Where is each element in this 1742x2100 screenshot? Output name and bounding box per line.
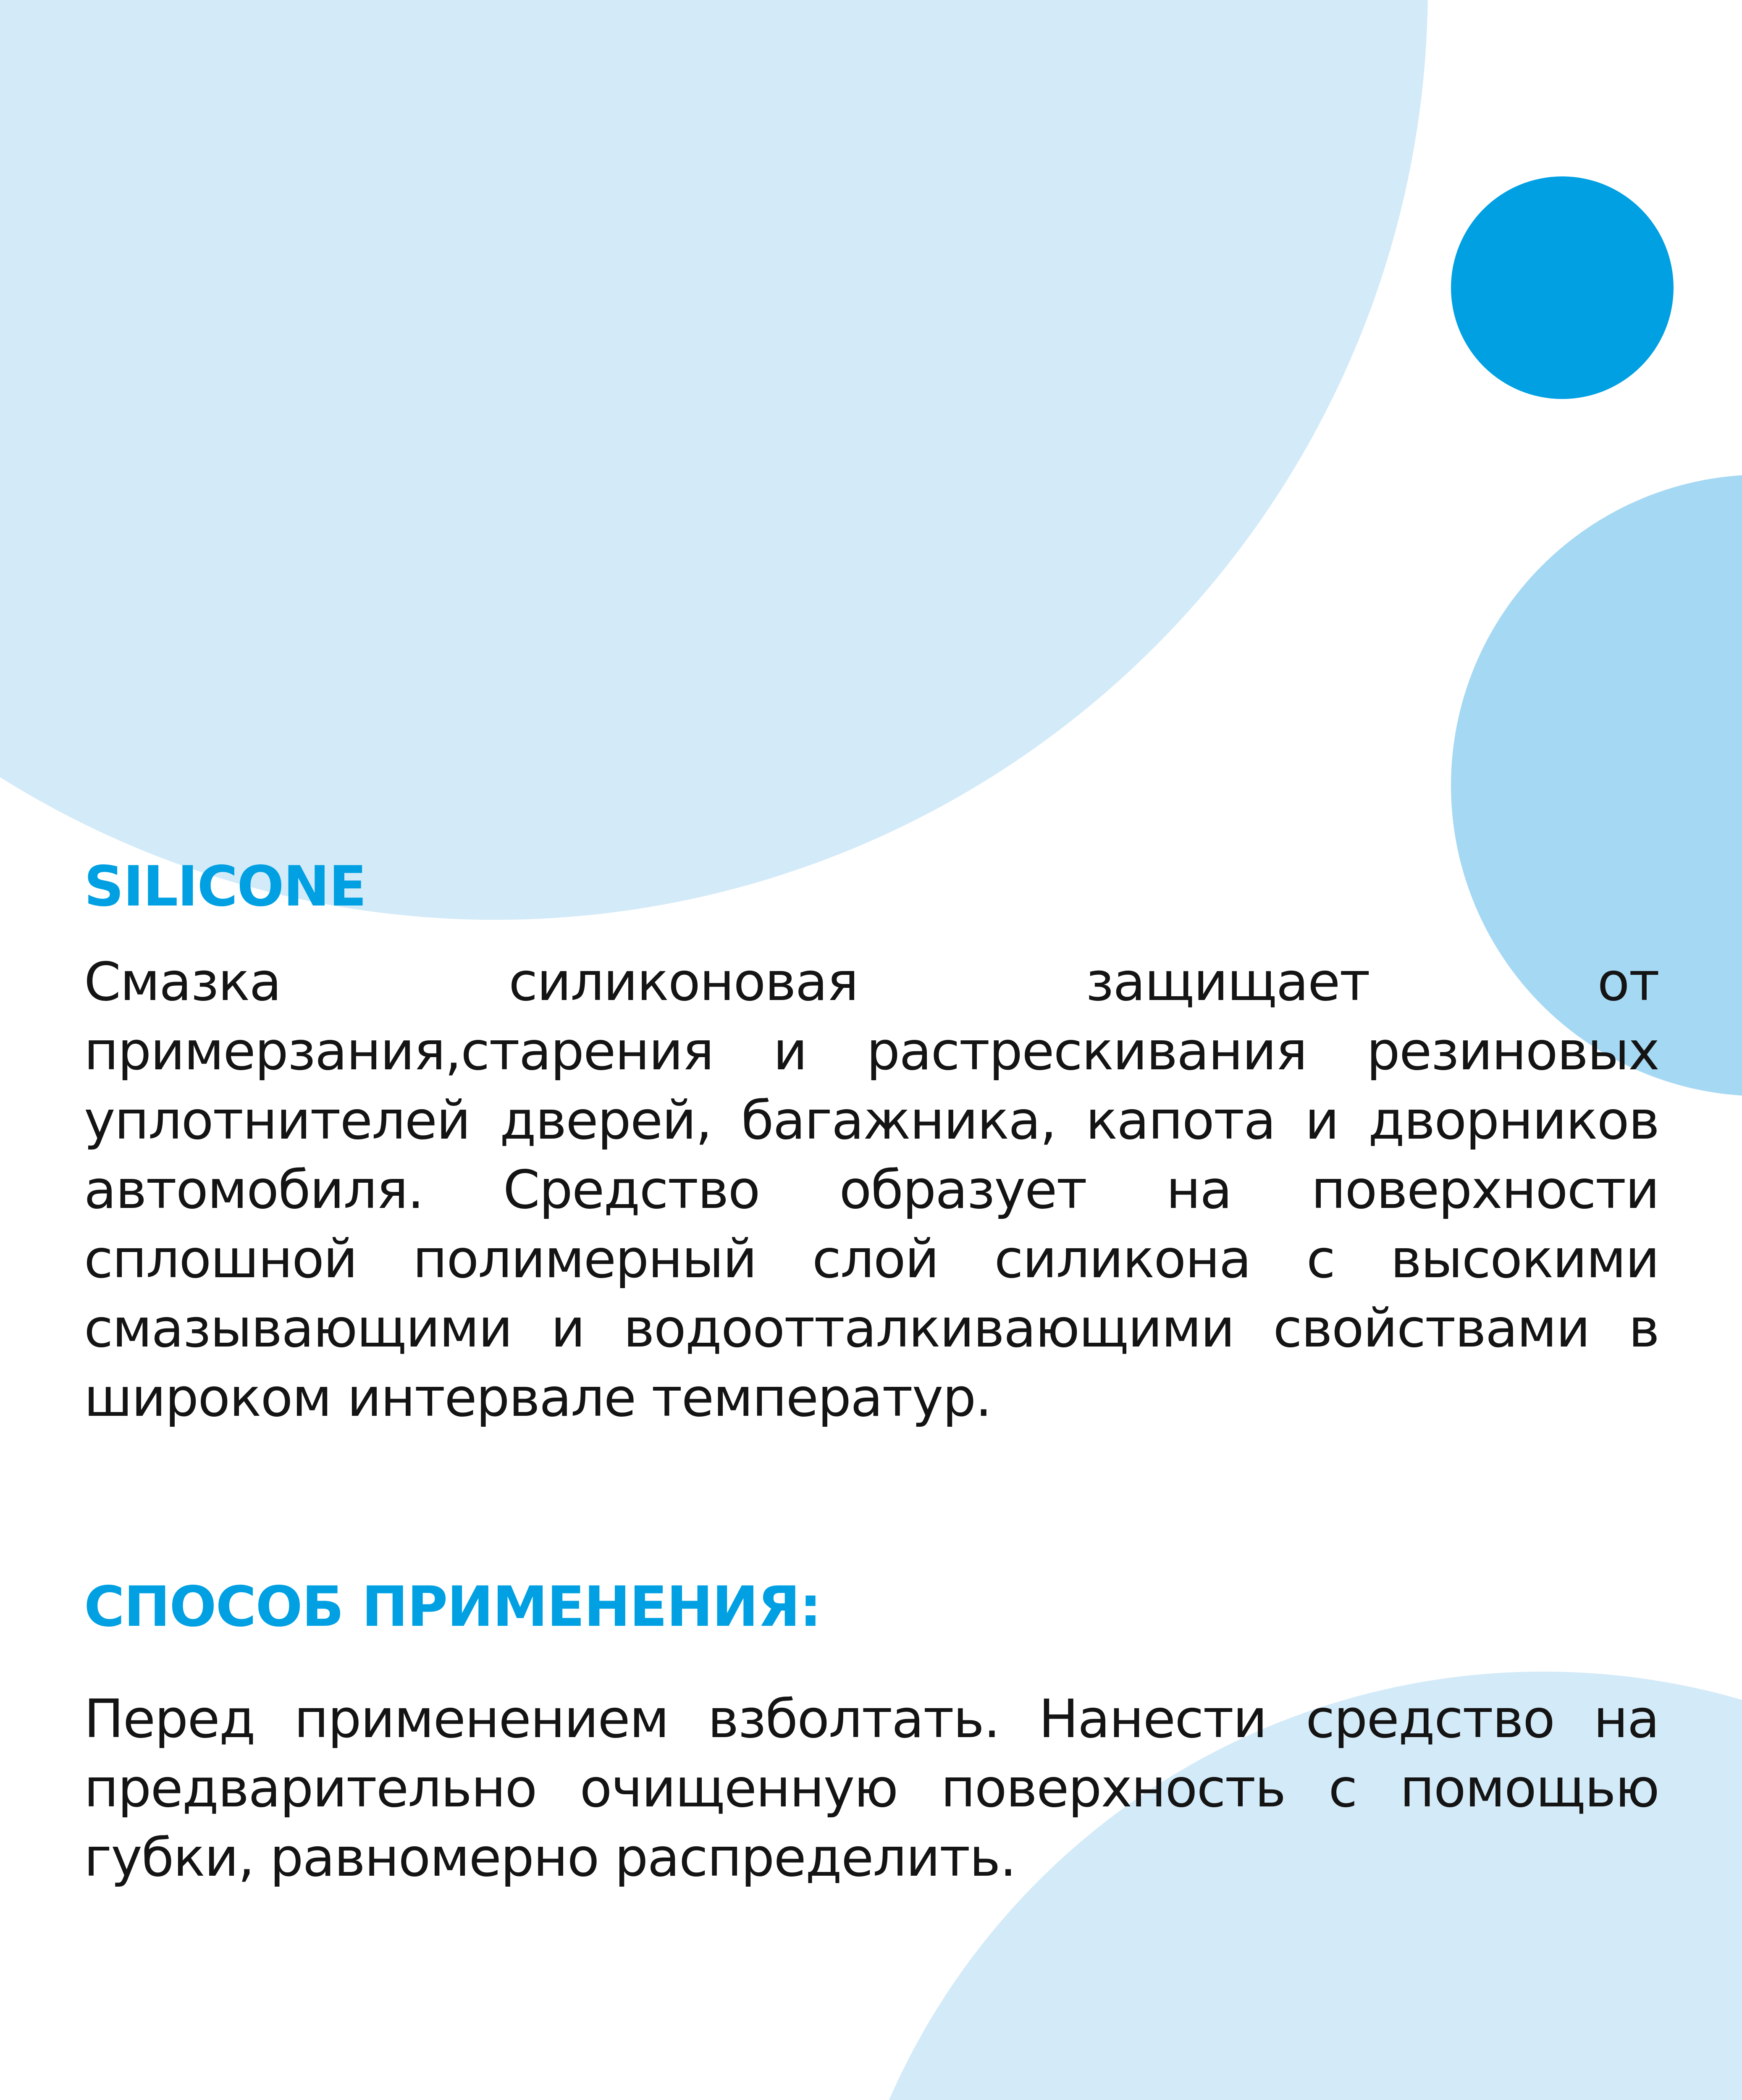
product-title: SILICONE (84, 854, 366, 919)
usage-instructions: Перед применением взболтать. Нанести средство на предварительно очищенную поверхность с помощью губки, равномерно распределить. (84, 1688, 1659, 1888)
accent-dot-top-right (1451, 176, 1674, 399)
usage-heading: СПОСОБ ПРИМЕНЕНИЯ: (84, 1575, 821, 1639)
decorative-circle-top-left (0, 0, 1428, 920)
product-description: Смазка силиконовая защищает от примерзания,старения и растрескивания резиновых уплотнителей дверей, багажника, капота и дворников автомобиля. Средство образует на поверхности сплошной полимерный слой силикона с высокими смазывающими и водоотталкивающими свойствами в широком интервале температур. (84, 951, 1659, 1428)
